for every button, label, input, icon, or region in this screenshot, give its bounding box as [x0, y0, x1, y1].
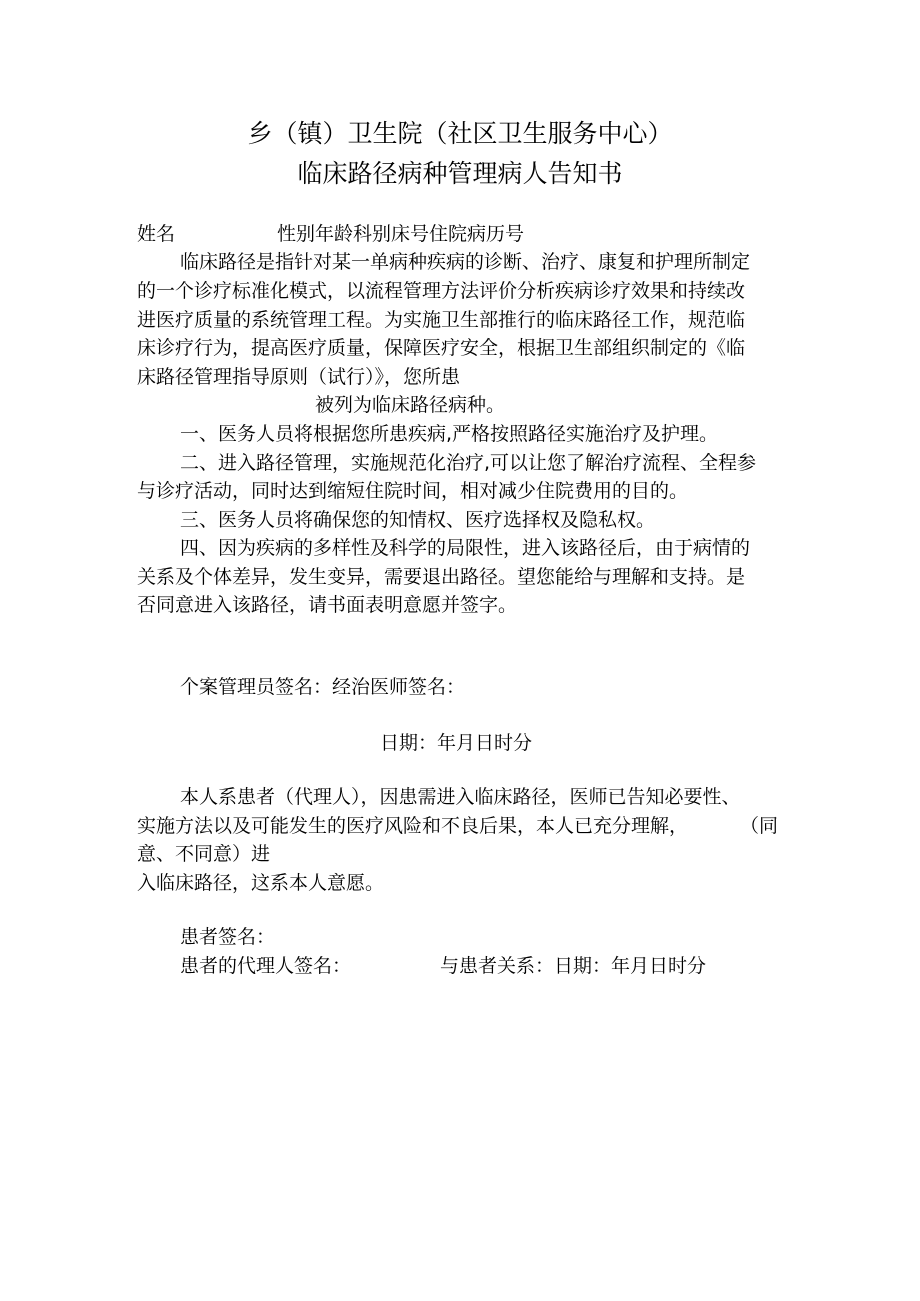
intro-line-5: 床路径管理指导原则（试行）》，您所患	[137, 366, 461, 388]
intro-line-3: 进医疗质量的系统管理工程。为实施卫生部推行的临床路径工作，规范临	[137, 309, 746, 331]
consent-line-2: 实施方法以及可能发生的医疗风险和不良后果，本人已充分理解，	[137, 815, 689, 837]
item-4-line-2: 关系及个体差异，发生变异，需要退出路径。望您能给与理解和支持。是	[137, 566, 746, 588]
patient-signature-label: 患者签名：	[180, 926, 276, 948]
relation-date-label: 与患者关系：日期：年月日时分	[440, 955, 707, 977]
consent-line-3: 意、不同意）进	[137, 843, 271, 865]
item-4-line-1: 四、因为疾病的多样性及科学的局限性，进入该路径后，由于病情的	[180, 537, 751, 559]
date-line: 日期：年月日时分	[380, 732, 533, 754]
consent-line-4: 入临床路径，这系本人意愿。	[137, 872, 385, 894]
intro-line-2: 的一个诊疗标准化模式，以流程管理方法评价分析疾病诊疗效果和持续改	[137, 280, 746, 302]
name-label: 姓名	[137, 223, 176, 245]
intro-line-6: 被列为临床路径病种。	[315, 394, 506, 416]
proxy-signature-label: 患者的代理人签名：	[180, 955, 352, 977]
item-1: 一、医务人员将根据您所患疾病,严格按照路径实施治疗及护理。	[180, 423, 719, 445]
document-title-line1: 乡（镇）卫生院（社区卫生服务中心）	[247, 119, 673, 148]
patient-fields-label: 性别年龄科别床号住院病历号	[277, 223, 525, 245]
item-4-line-3: 否同意进入该路径，请书面表明意愿并签字。	[137, 594, 518, 616]
intro-line-4: 床诊疗行为，提高医疗质量，保障医疗安全，根据卫生部组织制定的《临	[137, 337, 746, 359]
item-2-line-1: 二、进入路径管理，实施规范化治疗,可以让您了解治疗流程、全程参	[180, 452, 757, 474]
document-title-line2: 临床路径病种管理病人告知书	[297, 159, 623, 188]
consent-line-1: 本人系患者（代理人），因患需进入临床路径，医师已告知必要性、	[180, 786, 741, 808]
consent-option-open: （同	[740, 815, 779, 837]
item-2-line-2: 与诊疗活动，同时达到缩短住院时间，相对减少住院费用的目的。	[137, 480, 689, 502]
staff-signature-line: 个案管理员签名：经治医师签名：	[180, 676, 466, 698]
intro-line-1: 临床路径是指针对某一单病种疾病的诊断、治疗、康复和护理所制定	[180, 251, 751, 273]
item-3: 三、医务人员将确保您的知情权、医疗选择权及隐私权。	[180, 509, 656, 531]
